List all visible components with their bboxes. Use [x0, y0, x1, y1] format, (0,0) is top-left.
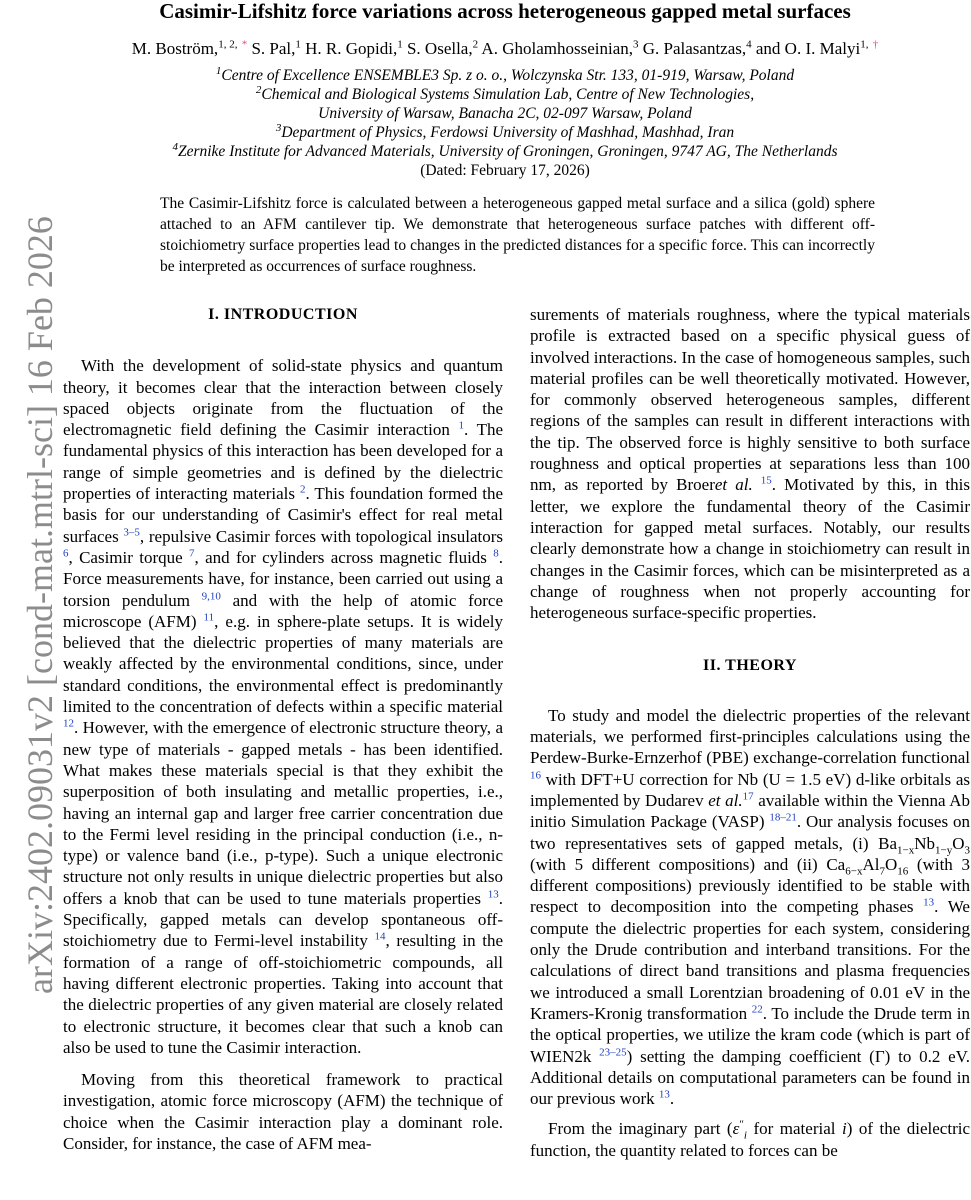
- citation-link[interactable]: 12: [63, 717, 74, 730]
- author-affil: 1: [397, 38, 403, 51]
- author: M. Boström,: [131, 39, 219, 58]
- left-column: [63, 304, 503, 1154]
- citation-link[interactable]: 13: [658, 1088, 670, 1101]
- citation-link[interactable]: 22: [751, 1003, 763, 1016]
- affiliation: $^4$Zernike Institute for Advanced Materials, University of Groningen, Groningen, 9747 AG, The Netherlands: [172, 140, 838, 160]
- corresponding-mark[interactable]: †: [872, 38, 879, 51]
- abstract: The Casimir-Lifshitz force is calculated between a heterogeneous gapped metal surface and a silica (gold) sphere attached to an AFM cantilever tip. We demonstrate that heterogeneous surface patches with different off-stoichiometry surface properties lead to changes in the predicted distances for a specific force. This can incorrectly be interpreted as occurrences of surface roughness.: [160, 195, 875, 275]
- author-affil: 1: [295, 38, 301, 51]
- citation-link[interactable]: 16: [530, 768, 541, 781]
- author: S. Pal,: [247, 39, 296, 58]
- affiliation-list: [55, 66, 955, 161]
- citation-link[interactable]: 8: [493, 547, 499, 560]
- citation-link[interactable]: 7: [189, 547, 195, 560]
- affiliation: University of Warsaw, Banacha 2C, 02-097 Warsaw, Poland: [318, 105, 692, 122]
- affiliation: $^2$Chemical and Biological Systems Simulation Lab, Centre of New Technologies,: [255, 83, 755, 103]
- intro-paragraph-2: Moving from this theoretical framework to practical investigation, atomic force microscopy (AFM) the technique of choice when the Casimir interaction play a dominant role. Consider, for instance, the case of AFM mea-: [63, 1070, 503, 1153]
- author: A. Gholamhosseinian,: [478, 39, 633, 58]
- author-affil: 1,: [860, 38, 869, 51]
- author-list: [55, 39, 955, 59]
- author-affil: 4: [746, 38, 752, 51]
- affiliation: $^3$Department of Physics, Ferdowsi University of Mashhad, Mashhad, Iran: [275, 121, 735, 141]
- affiliation-num: 3: [275, 121, 282, 134]
- citation-link[interactable]: 14: [374, 930, 386, 943]
- citation-link[interactable]: 15: [760, 474, 772, 487]
- author: H. R. Gopidi,: [300, 39, 398, 58]
- citation-link[interactable]: 18–21: [769, 811, 797, 824]
- citation-link[interactable]: 9,10: [201, 589, 221, 602]
- affiliation: $^1$Centre of Excellence ENSEMBLE3 Sp. z o. o., Wolczynska Str. 133, 01-919, Warsaw, Poland: [215, 64, 795, 84]
- citation-link[interactable]: 1: [458, 419, 464, 432]
- author-affil: 3: [633, 38, 639, 51]
- corresponding-mark[interactable]: *: [241, 38, 248, 51]
- citation-link[interactable]: 13: [487, 888, 499, 901]
- citation-link[interactable]: 6: [63, 547, 69, 560]
- arxiv-stamp-text: arXiv:2402.09031v2 [cond-mat.mtrl-sci] 16 Feb 2026: [20, 216, 60, 994]
- affiliation-num: 1: [215, 64, 222, 77]
- author-affil: 2: [472, 38, 479, 51]
- citation-link[interactable]: 3–5: [123, 526, 140, 539]
- author: S. Osella,: [402, 39, 473, 58]
- section-heading-theory: II. THEORY: [703, 657, 797, 675]
- citation-link[interactable]: 11: [203, 611, 215, 624]
- theory-paragraph-1: To study and model the dielectric properties of the relevant materials, we performed first-principles calculations using the Perdew-Burke-Ernzerhof (PBE) exchange-correlation functional $^{16}$ with DFT+U correction for Nb (U = 1.5 eV) d-like orbitals as implemented by Dudarev et al.$^{17}$ available within the Vienna Ab initio Simulation Package (VASP) $^{18-21}$. Our analysis focuses on two representatives sets of gapped metals, (i) $Ba_{1-x}Nb_{1-y}O_3$ (with 5 different compositions) and (ii) $Ca_{6-x}Al_7O_{16}$ (with 3 different compositions) previously identified to be stable with respect to decomposition into the competing phases $^{13}$. We compute the dielectric properties for each system, considering only the Drude contribution and interband transitions. For the calculations of direct band transitions and plasma frequencies we introduced a small Lorentzian broadening of 0.01 eV in the Kramers-Kronig transformation $^{22}$. To include the Drude term in the optical properties, we utilize the kram code (which is part of WIEN2k $^{23-25}$) setting the damping coefficient (Γ) to 0.2 eV. Additional details on computational parameters can be found in our previous work $^{13}$.: [530, 705, 971, 1109]
- citation-link[interactable]: 23–25: [599, 1045, 627, 1058]
- dated-line: (Dated: February 17, 2026): [420, 162, 590, 179]
- intro-paragraph-1: With the development of solid-state physics and quantum theory, it becomes clear that the interaction between closely spaced objects originate from the fluctuation of the electromagnetic field defining the Casimir interaction $^1$. The fundamental physics of this interaction has been developed for a range of simple geometries and is defined by the dielectric properties of interacting materials $^2$. This foundation formed the basis for our understanding of Casimir's effect for real metal surfaces $^{3-5}$, repulsive Casimir forces with topological insulators $^6$, Casimir torque $^7$, and for cylinders across magnetic fluids $^8$. Force measurements have, for instance, been carried out using a torsion pendulum $^{9,10}$ and with the help of atomic force microscope (AFM) $^{11}$, e.g. in sphere-plate setups. It is widely believed that the dielectric properties of many materials are weakly affected by the environmental conditions, since, under standard conditions, the environmental effect is predominantly limited to the concentration of defects within a specific material $^{12}$. However, with the emergence of electronic structure theory, a new type of materials - gapped metals - has been identified. What makes these materials special is that they exhibit the superposition of both insulating and metallic properties, i.e., having an internal gap and larger free carrier concentration due to the Fermi level residing in the principal conduction (i.e., n-type) or valence band (i.e., p-type). Such a unique electronic structure not only results in unique dielectric properties but also offers a knob that can be used to tune materials properties $^{13}$. Specifically, gapped metals can develop spontaneous off-stoichiometry due to Fermi-level instability $^{14}$, resulting in the formation of a range of off-stoichiometric compounds, all having different electronic properties. Taking into account that the dielectric properties of any given material are closely related to electronic structure, it becomes clear that such a knob can also be used to tune the Casimir interaction.: [63, 356, 504, 1057]
- paper-title: Casimir-Lifshitz force variations across heterogeneous gapped metal surfaces: [159, 0, 851, 23]
- arxiv-stamp: [0, 210, 60, 1010]
- section-heading-introduction: I. INTRODUCTION: [208, 306, 358, 323]
- author-affil: 1, 2,: [218, 38, 238, 51]
- affiliation-num: 4: [172, 140, 178, 153]
- author: G. Palasantzas,: [638, 39, 747, 58]
- theory-paragraph-2: From the imaginary part ($\varepsilon''_i$ for material i) of the dielectric function, the quantity related to forces can be: [530, 1118, 971, 1160]
- citation-link[interactable]: 17: [742, 790, 754, 803]
- author: and O. I. Malyi: [751, 39, 861, 58]
- citation-link[interactable]: 2: [299, 483, 306, 496]
- right-column: [530, 304, 970, 1161]
- affiliation-num: 2: [255, 83, 262, 96]
- intro-paragraph-2-continued: surements of materials roughness, where the typical materials profile is extracted based on a specific physical guess of involved interactions. In the case of homogeneous samples, such material profiles can be well theoretically motivated. However, for commonly observed heterogeneous samples, different regions of the samples can result in different interactions with the tip. The observed force is highly sensitive to both surface roughness and optical properties at separations less than 100 nm, as reported by Broeret al. $^{15}$. Motivated by this, in this letter, we explore the fundamental theory of the Casimir interaction for gapped metal surfaces. Notably, our results clearly demonstrate how a change in stoichiometry can result in changes in the Casimir forces, which can be misinterpreted as a change of roughness when not properly accounting for heterogeneous surface-specific properties.: [530, 305, 970, 623]
- citation-link[interactable]: 13: [923, 896, 935, 909]
